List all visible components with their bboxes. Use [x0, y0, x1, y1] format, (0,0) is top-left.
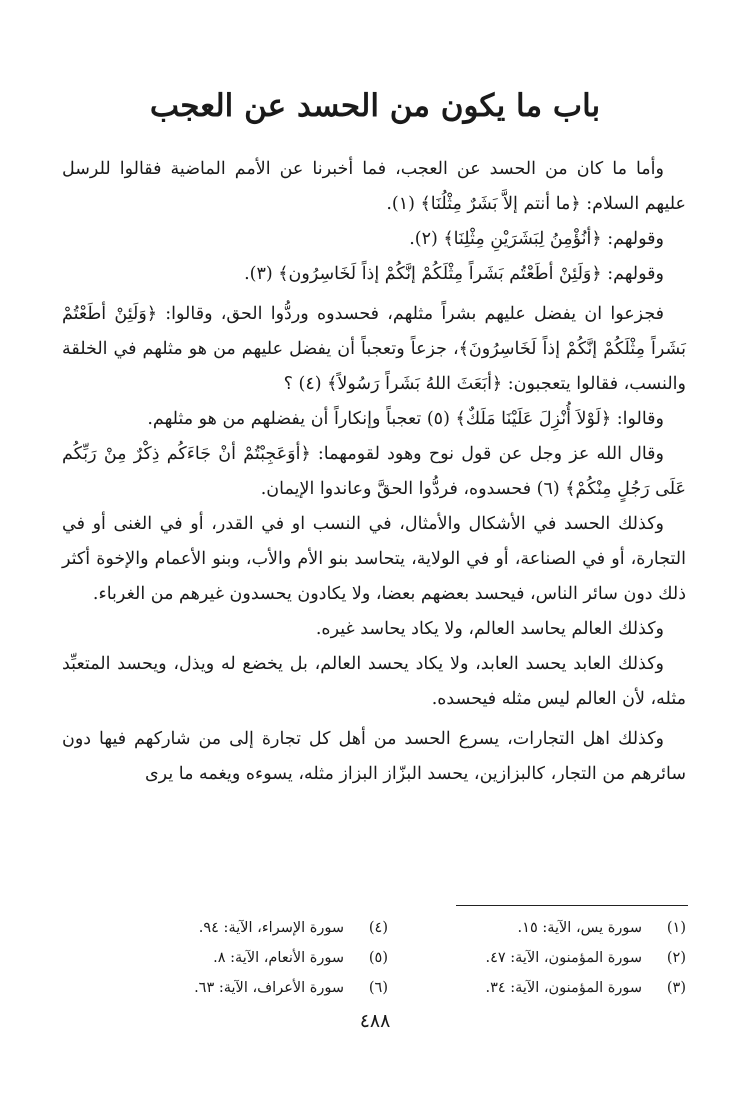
- footnote-text: سورة يس، الآية: ١٥.: [517, 920, 642, 936]
- paragraph: وقالوا: ﴿لَوْلاَ أُنْزِلَ عَلَيْنَا مَلَكٌ﴾ (٥) تعجباً وإنكاراً أن يفضلهم من هو مثلهم.: [147, 409, 664, 429]
- footnote-number: (١): [666, 920, 686, 936]
- paragraph: وقولهم: ﴿أنُؤْمِنُ لِبَشَرَيْنِ مِثْلِنَا﴾ (٢).: [409, 229, 664, 249]
- paragraph: وأما ما كان من الحسد عن العجب، فما أخبرنا عن الأمم الماضية فقالوا للرسل عليهم السلام: ﴿ما أنتم إلاَّ بَشَرٌ مِثْلُنَا﴾ (١).: [62, 159, 686, 214]
- paragraph: وكذلك اهل التجارات، يسرع الحسد من أهل كل تجارة إلى من شاركهم فيها دون سائرهم من التجار، كالبزازين، يحسد البزّاز البزاز مثله، يسوءه ويغمه ما يرى: [62, 729, 686, 784]
- footnotes: [90, 920, 686, 1010]
- footnote-number: (٤): [368, 920, 388, 936]
- paragraph: وكذلك العابد يحسد العابد، ولا يكاد يحسد العالم، بل يخضع له ويذل، ويحسد المتعبِّد مثله، لأن العالم ليس مثله فيحسده.: [62, 654, 686, 709]
- footnote: [90, 980, 388, 1010]
- footnote-separator: [456, 905, 688, 906]
- footnote-number: (٦): [368, 980, 388, 996]
- footnote-number: (٥): [368, 950, 388, 966]
- paragraph: وكذلك الحسد في الأشكال والأمثال، في النسب او في القدر، أو في الغنى أو في التجارة، أو في الصناعة، أو في الولاية، يتحاسد بنو الأم والأب، وبنو الأعمام والإخوة أكثر ذلك دون سائر الناس، فيحسد بعضهم بعضا، ولا يكادون يحسدون غيرهم من الغرباء.: [62, 514, 686, 604]
- footnote: [90, 950, 388, 980]
- paragraph: وكذلك العالم يحاسد العالم، ولا يكاد يحاسد غيره.: [315, 619, 664, 639]
- paragraph: وقولهم: ﴿وَلَئِنْ أطَعْتُم بَشَراً مِثْلَكُمْ إنَّكُمْ إذاً لَخَاسِرُون﴾ (٣).: [244, 264, 664, 284]
- footnote: [388, 920, 686, 950]
- paragraph: وقال الله عز وجل عن قول نوح وهود لقومهما: ﴿أوَعَجِبْتُمْ أنْ جَاءَكُم ذِكْرٌ مِنْ رَبِّكُم عَلَى رَجُلٍ مِنْكُمْ﴾ (٦) فحسدوه، فردُّوا الحقَّ وعاندوا الإيمان.: [62, 444, 686, 499]
- footnote: [388, 980, 686, 1010]
- footnote-text: سورة الإسراء، الآية: ٩٤.: [198, 920, 344, 936]
- footnote-text: سورة المؤمنون، الآية: ٣٤.: [485, 980, 642, 996]
- footnote-text: سورة الأعراف، الآية: ٦٣.: [194, 980, 344, 996]
- paragraph: فجزعوا ان يفضل عليهم بشراً مثلهم، فحسدوه وردُّوا الحق، وقالوا: ﴿وَلَئِنْ أطَعْتُمْ بَشَراً مِثْلَكُمْ إنَّكُمْ إذاً لَخَاسِرُونَ﴾، جزعاً وتعجباً أن يفضل عليهم من هو مثلهم في الخلقة والنسب، فقالوا يتعجبون: ﴿أبَعَثَ اللهُ بَشَراً رَسُولاً﴾ (٤) ؟: [62, 304, 686, 394]
- footnote: [90, 920, 388, 950]
- chapter-title: باب ما يكون من الحسد عن العجب: [149, 88, 601, 124]
- footnote-number: (٢): [666, 950, 686, 966]
- main-text: [62, 152, 686, 792]
- footnote-text: سورة الأنعام، الآية: ٨.: [213, 950, 344, 966]
- page-number: ٤٨٨: [359, 1010, 391, 1032]
- footnote: [388, 950, 686, 980]
- footnote-text: سورة المؤمنون، الآية: ٤٧.: [485, 950, 642, 966]
- footnote-number: (٣): [666, 980, 686, 996]
